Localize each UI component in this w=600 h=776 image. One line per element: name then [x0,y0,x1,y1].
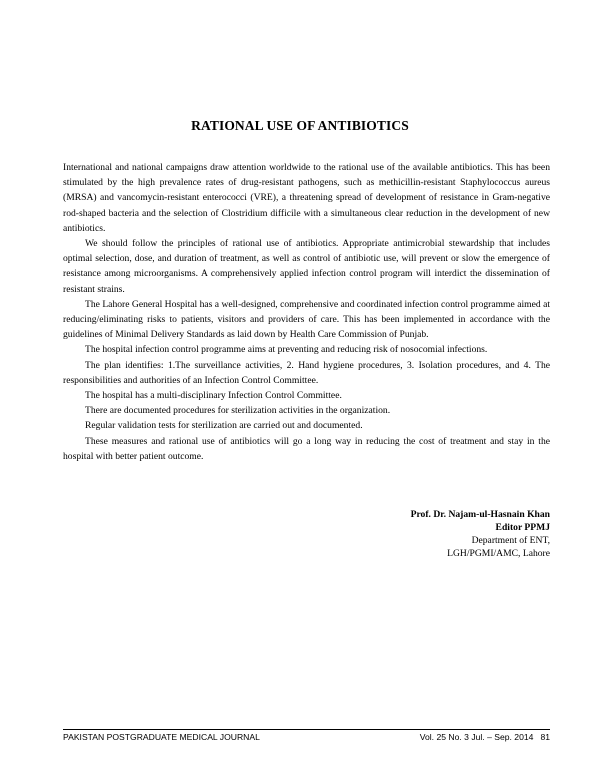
author-name: Prof. Dr. Najam-ul-Hasnain Khan [410,509,550,520]
issue-volume: Vol. 25 No. 3 Jul. – Sep. 2014 [419,732,534,742]
article-title: RATIONAL USE OF ANTIBIOTICS [191,118,409,133]
page-number: 81 [540,732,550,742]
author-role: Editor PPMJ [495,522,550,533]
article-paragraph: International and national campaigns draw attention worldwide to the rational use of the available antibiotics. This has been stimulated by the high prevalence rates of drug-resistant pathogens, such as methicillin-resistant Staphylococcus aureus (MRSA) and vancomycin-resistant enterococci (VRE), a threatening spread of development of resistance in Gram-negative rod-shaped bacteria and the selection of Clostridium difficile with a simultaneous clear reduction in the development of new antibiotics. [63,162,550,234]
issue-info [420,732,550,742]
article-paragraph: The hospital has a multi-disciplinary Infection Control Committee. [85,390,342,402]
article-paragraph: There are documented procedures for sterilization activities in the organization. [85,405,391,417]
article-paragraph: These measures and rational use of antibiotics will go a long way in reducing the cost of treatment and stay in the hospital with better patient outcome. [63,435,550,462]
article-paragraph: Regular validation tests for sterilization are carried out and documented. [85,420,363,432]
article-paragraph: The hospital infection control programme aims at preventing and reducing risk of nosocomial infections. [85,344,488,356]
journal-name: PAKISTAN POSTGRADUATE MEDICAL JOURNAL [63,732,260,742]
article-paragraph: The Lahore General Hospital has a well-designed, comprehensive and coordinated infection control programme aimed at reducing/eliminating risks to patients, visitors and providers of care. This has been implemented in accordance with the guidelines of Minimal Delivery Standards as laid down by Health Care Commission of Punjab. [63,298,550,341]
article-body [63,160,550,464]
author-signature [411,508,550,560]
page-footer [63,729,550,748]
author-department: Department of ENT, [471,535,550,546]
article-paragraph: The plan identifies: 1.The surveillance activities, 2. Hand hygiene procedures, 3. Isolation procedures, and 4. The responsibilities and authorities of an Infection Control Committee. [63,359,550,386]
author-institution: LGH/PGMI/AMC, Lahore [447,548,550,559]
article-paragraph: We should follow the principles of rational use of antibiotics. Appropriate antimicrobial stewardship that includes optimal selection, dose, and duration of treatment, as well as control of antibiotic use, will prevent or slow the emergence of resistance among microorganisms. A comprehensively applied infection control program will interdict the dissemination of resistant strains. [63,238,550,295]
